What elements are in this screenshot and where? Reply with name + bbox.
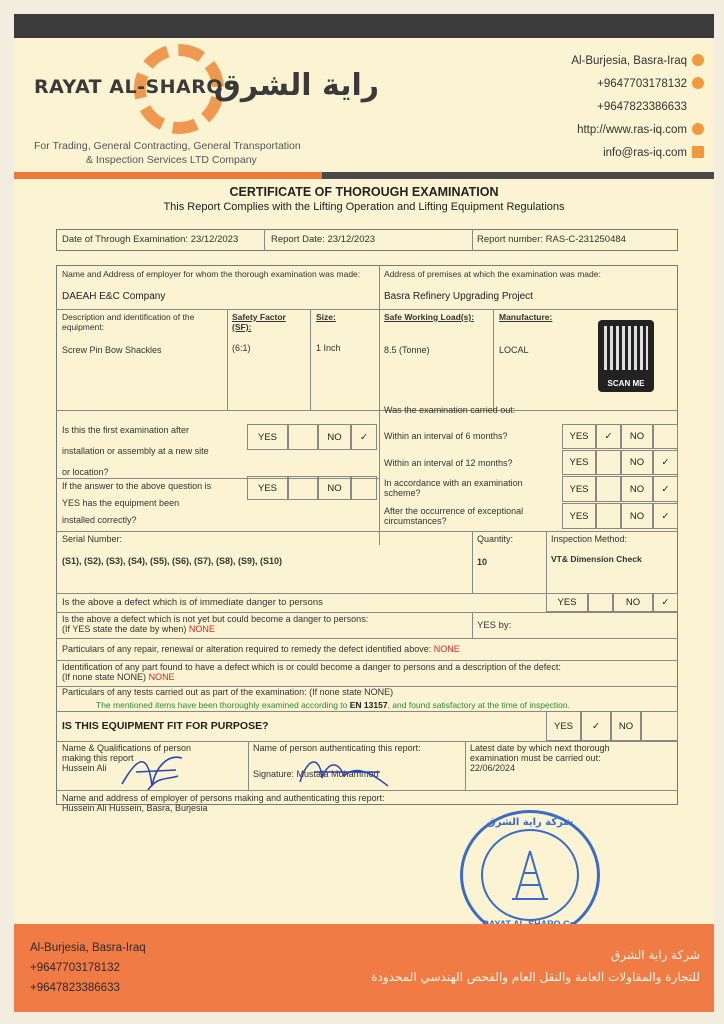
company-tagline: For Trading, General Contracting, General Transportation & Inspection Services LTD Company (34, 140, 301, 166)
tests-note: The mentioned items have been thoroughly examined according to EN 13157, and found satisfactory at the time of inspection. (96, 700, 570, 710)
future-danger-question: Is the above a defect which is not yet but could become a danger to persons: (If YES state the date by when) NONE (62, 614, 369, 634)
premises-label: Address of premises at which the examination was made: (384, 269, 601, 279)
next-exam-date: Latest date by which next thorough examination must be carried out: 22/06/2024 (470, 743, 610, 773)
first-exam-no-check[interactable]: ✓ (351, 424, 377, 450)
qr-pattern-icon (604, 326, 648, 370)
company-stamp (460, 810, 600, 940)
carried-out-label: Was the examination carried out: (384, 405, 516, 415)
header-phone-2: +9647823386633 (571, 96, 704, 119)
interval-6-question: Within an interval of 6 months? (384, 431, 508, 441)
interval-12-yes-label: YES (562, 450, 596, 475)
globe-icon (692, 123, 704, 135)
interval-6-no-label: NO (621, 424, 653, 449)
future-danger-none: NONE (188, 624, 215, 634)
certificate-title: CERTIFICATE OF THOROUGH EXAMINATION (229, 185, 499, 199)
serial-label: Serial Number: (62, 534, 123, 544)
certificate-subtitle: This Report Complies with the Lifting Operation and Lifting Equipment Regulations (163, 201, 565, 213)
immediate-yes-box[interactable] (588, 593, 613, 612)
location-icon (692, 54, 704, 66)
scheme-no-check[interactable]: ✓ (653, 476, 678, 502)
scheme-no-label: NO (621, 476, 653, 502)
size-label: Size: (316, 312, 336, 322)
installed-no-label: NO (318, 476, 351, 500)
maker-signature (118, 746, 188, 794)
scheme-yes-box[interactable] (596, 476, 621, 502)
fit-yes-label: YES (546, 711, 581, 741)
installed-yes-box[interactable] (288, 476, 318, 500)
qr-scan-label: SCAN ME (607, 379, 645, 388)
inspection-method-value: VT& Dimension Check (551, 554, 642, 564)
authenticator-signature: Signature: Mustafa Mohammed (253, 769, 379, 779)
manufacture-label: Manufacture: (499, 312, 553, 322)
phone-spacer (692, 100, 704, 112)
report-date: Report Date: 23/12/2023 (271, 234, 376, 245)
installed-question: If the answer to the above question is YES has the equipment been installed correctly? (62, 481, 212, 525)
certificate-page (14, 14, 714, 1012)
footer-arabic: شركة راية الشرق للتجارة والمقاولات العامة والنقل العام والفحص الهندسي المحدودة (371, 948, 700, 984)
exceptional-no-check[interactable]: ✓ (653, 503, 678, 529)
inspection-method-label: Inspection Method: (551, 534, 628, 544)
authenticator-label: Name of person authenticating this report: (253, 743, 421, 753)
installed-yes-label: YES (247, 476, 288, 500)
first-exam-question: Is this the first examination after installation or assembly at a new site or location? (62, 425, 209, 477)
immediate-no-check[interactable]: ✓ (653, 593, 678, 612)
interval-6-yes-check[interactable]: ✓ (596, 424, 621, 449)
quantity-value: 10 (477, 557, 488, 567)
header-contact (571, 50, 704, 165)
footer-contact: Al-Burjesia, Basra-Iraq +9647703178132 +9647823386633 (30, 942, 146, 994)
scheme-question: In accordance with an examination scheme? (384, 478, 523, 498)
company-logo-text: RAYAT AL-SHARQ (34, 76, 224, 98)
defective-part-none: NONE (148, 672, 175, 682)
interval-12-question: Within an interval of 12 months? (384, 458, 513, 468)
yes-by-label: YES by: (477, 620, 512, 631)
stamp-arabic-text: شركة راية الشرق (486, 817, 574, 828)
top-bar (14, 14, 714, 38)
header-phone-1: +9647703178132 (571, 73, 704, 96)
company-logo-arabic: راية الشرق (214, 68, 380, 103)
exceptional-no-label: NO (621, 503, 653, 529)
exceptional-question: After the occurrence of exceptional circumstances? (384, 506, 524, 526)
immediate-danger-question: Is the above a defect which is of immediate danger to persons (62, 597, 323, 608)
qr-code[interactable] (598, 320, 654, 392)
repair-none: NONE (433, 644, 460, 654)
interval-6-yes-label: YES (562, 424, 596, 449)
first-exam-yes-label: YES (247, 424, 288, 450)
tests-question: Particulars of any tests carried out as part of the examination: (If none state NONE) (62, 687, 394, 697)
first-exam-yes-box[interactable] (288, 424, 318, 450)
exceptional-yes-label: YES (562, 503, 596, 529)
quantity-label: Quantity: (477, 534, 514, 544)
swl-value: 8.5 (Tonne) (384, 345, 430, 355)
fit-no-box[interactable] (641, 711, 678, 741)
header-website: http://www.ras-iq.com (571, 119, 704, 142)
employer-value: DAEAH E&C Company (62, 291, 166, 302)
fit-for-purpose-question: IS THIS EQUIPMENT FIT FOR PURPOSE? (62, 720, 269, 732)
manufacture-value: LOCAL (499, 345, 529, 355)
header-address: Al-Burjesia, Basra-Iraq (571, 50, 704, 73)
swl-label: Safe Working Load(s): (384, 312, 475, 322)
safety-factor-label: Safety Factor (SF): (232, 312, 286, 332)
premises-value: Basra Refinery Upgrading Project (384, 291, 533, 302)
footer-bar (14, 924, 714, 1012)
repair-question: Particulars of any repair, renewal or alteration required to remedy the defect identified above: NONE (62, 644, 460, 654)
defective-part-question: Identification of any part found to have a defect which is or could become a danger to persons and a description of the defect: (If none state NONE) NONE (62, 662, 561, 682)
interval-12-no-label: NO (621, 450, 653, 475)
exam-date: Date of Through Examination: 23/12/2023 (62, 234, 239, 245)
immediate-yes-label: YES (546, 593, 588, 612)
scheme-yes-label: YES (562, 476, 596, 502)
interval-12-yes-box[interactable] (596, 450, 621, 475)
safety-factor-value: (6:1) (232, 343, 251, 353)
equipment-desc-label: Description and identification of the equipment: (62, 312, 195, 332)
employer-label: Name and Address of employer for whom the thorough examination was made: (62, 269, 361, 279)
serial-value: (S1), (S2), (S3), (S4), (S5), (S6), (S7), (S8), (S9), (S10) (62, 556, 283, 566)
size-value: 1 Inch (316, 343, 341, 353)
oil-rig-icon (508, 847, 552, 903)
first-exam-no-label: NO (318, 424, 351, 450)
report-number: Report number: RAS-C-231250484 (477, 234, 626, 245)
phone-icon (692, 77, 704, 89)
fit-yes-check[interactable]: ✓ (581, 711, 611, 741)
immediate-no-label: NO (613, 593, 653, 612)
employer-of-persons: Name and address of employer of persons making and authenticating this report: Hussein Ali Hussein, Basra, Burjesia (62, 793, 385, 813)
interval-6-no-box[interactable] (653, 424, 678, 449)
equipment-desc-value: Screw Pin Bow Shackles (62, 345, 162, 355)
header-stripe (14, 172, 714, 179)
fit-no-label: NO (611, 711, 641, 741)
report-maker: Name & Qualifications of person making this report Hussein Ali (62, 743, 192, 773)
exceptional-yes-box[interactable] (596, 503, 621, 529)
header-email: info@ras-iq.com (571, 142, 704, 165)
mail-icon (692, 146, 704, 158)
interval-12-no-check[interactable]: ✓ (653, 450, 678, 475)
installed-no-box[interactable] (351, 476, 377, 500)
authenticator-signature-mark (294, 752, 394, 792)
